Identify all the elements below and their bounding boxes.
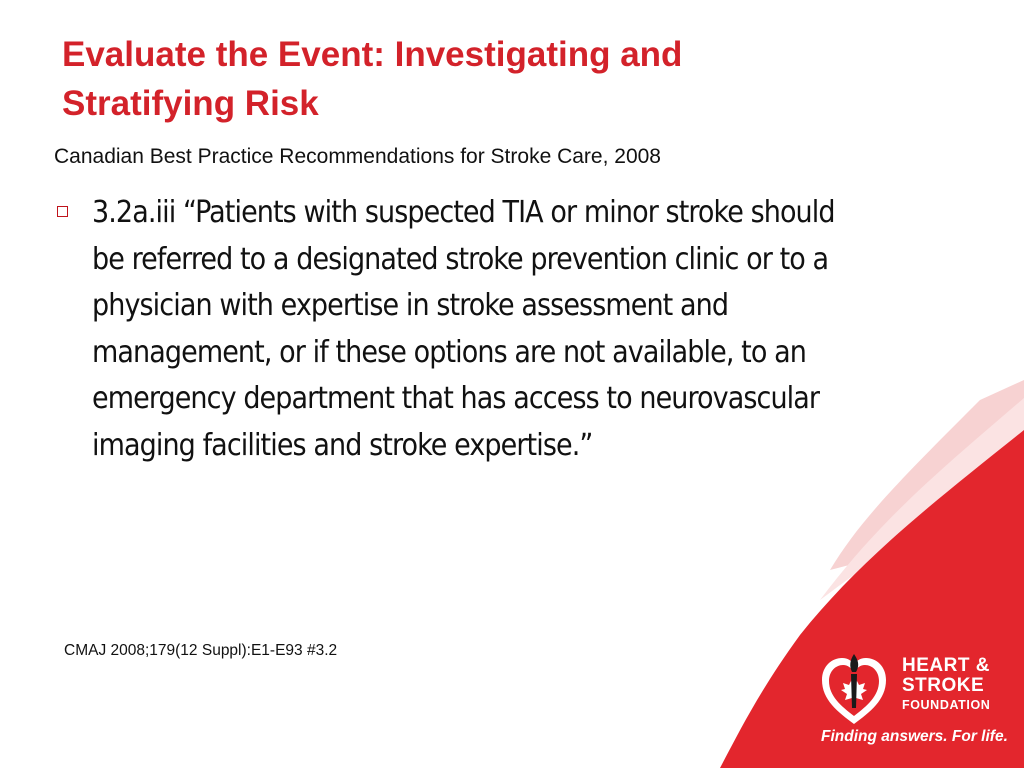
heart-emblem-icon: [818, 652, 890, 728]
citation: CMAJ 2008;179(12 Suppl):E1-E93 #3.2: [64, 642, 338, 659]
title-line-1: Evaluate the Event: Investigating and: [62, 35, 683, 74]
slide-subtitle: Canadian Best Practice Recommendations for Stroke Care, 2008: [54, 145, 661, 168]
logo-line-3: FOUNDATION: [902, 698, 991, 712]
logo-line-1: HEART &: [902, 655, 990, 676]
torch-flame: [850, 654, 858, 672]
torch-shape: [851, 674, 857, 708]
logo-line-2: STROKE: [902, 675, 985, 696]
slide-title: [62, 30, 882, 128]
bullet-list: [55, 190, 855, 469]
bullet-text: 3.2a.iii “Patients with suspected TIA or minor stroke should be referred to a designated stroke prevention clinic or to a physician with expertise in stroke assessment and management, or if these options are not available, to an emergency department that has access to neurovascular imaging facilities and stroke expertise.”: [92, 195, 835, 463]
logo-wordmark: [902, 656, 990, 714]
hollow-square-bullet-icon: [57, 206, 68, 217]
bullet-item: [55, 190, 855, 469]
heart-and-stroke-foundation-logo: [818, 648, 1008, 758]
logo-tagline: Finding answers. For life.: [821, 728, 1008, 745]
title-line-2: Stratifying Risk: [62, 84, 319, 123]
